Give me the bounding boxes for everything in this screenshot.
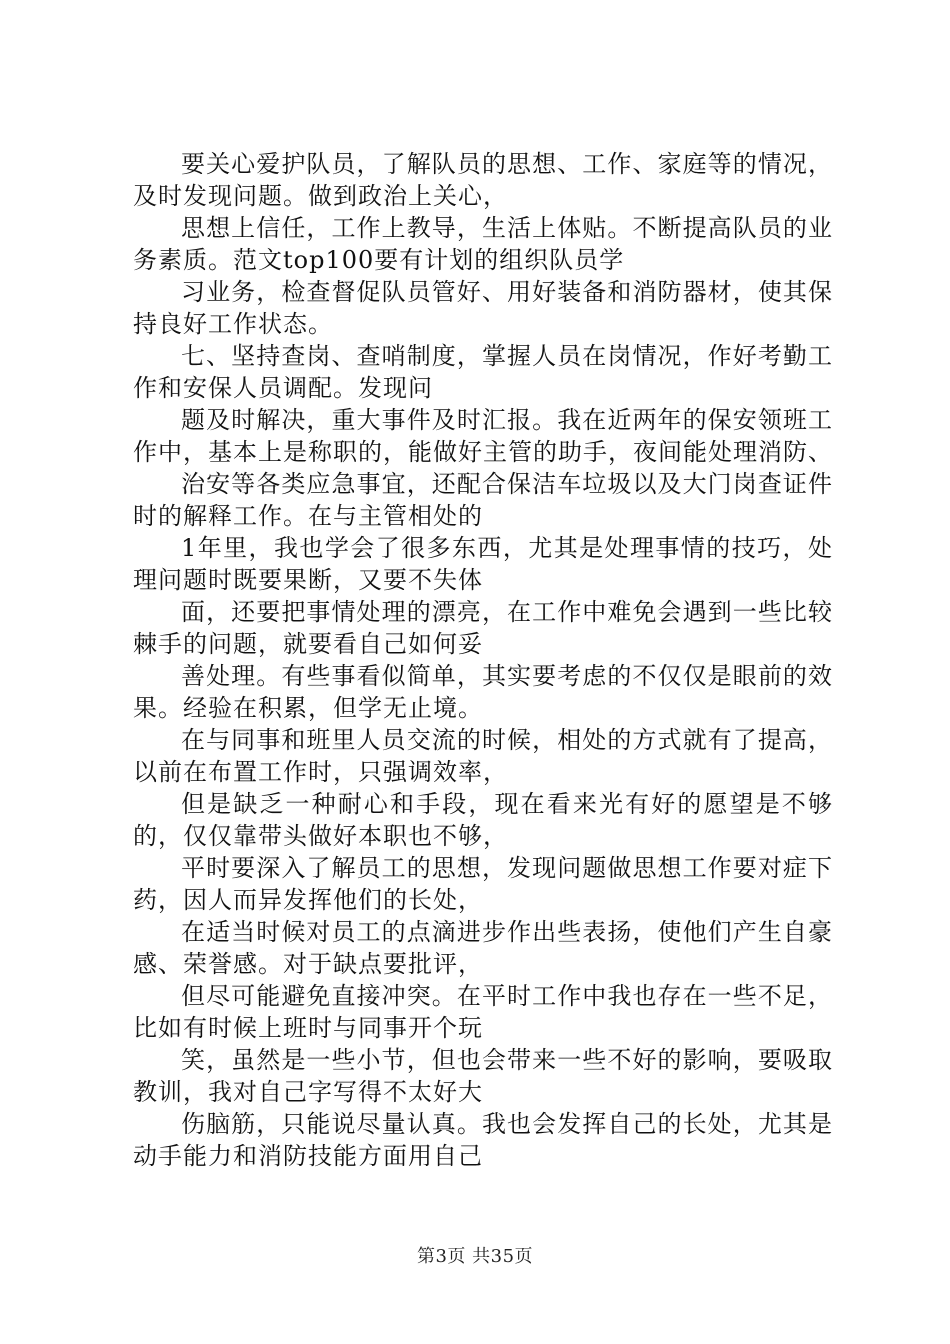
paragraph: 七、坚持查岗、查哨制度，掌握人员在岗情况，作好考勤工作和安保人员调配。发现问 [133,342,833,402]
paragraph: 治安等各类应急事宜，还配合保洁车垃圾以及大门岗查证件时的解释工作。在与主管相处的 [133,470,833,530]
paragraph: 1年里，我也学会了很多东西，尤其是处理事情的技巧，处理问题时既要果断，又要不失体 [133,534,833,594]
paragraph: 要关心爱护队员，了解队员的思想、工作、家庭等的情况，及时发现问题。做到政治上关心， [133,150,833,210]
paragraph: 在适当时候对员工的点滴进步作出些表扬，使他们产生自豪感、荣誉感。对于缺点要批评， [133,918,833,978]
paragraph: 面，还要把事情处理的漂亮，在工作中难免会遇到一些比较棘手的问题，就要看自己如何妥 [133,598,833,658]
paragraph: 善处理。有些事看似简单，其实要考虑的不仅仅是眼前的效果。经验在积累，但学无止境。 [133,662,833,722]
page-number-footer: 第3页 共35页 [416,1246,534,1267]
paragraph: 但是缺乏一种耐心和手段，现在看来光有好的愿望是不够的，仅仅靠带头做好本职也不够， [133,790,833,850]
paragraph: 但尽可能避免直接冲突。在平时工作中我也存在一些不足，比如有时候上班时与同事开个玩 [133,982,833,1042]
document-body [133,148,833,1172]
paragraph: 题及时解决，重大事件及时汇报。我在近两年的保安领班工作中，基本上是称职的，能做好主管的助手，夜间能处理消防、 [133,406,833,466]
paragraph: 伤脑筋，只能说尽量认真。我也会发挥自己的长处，尤其是动手能力和消防技能方面用自己 [133,1110,833,1170]
paragraph: 思想上信任，工作上教导，生活上体贴。不断提高队员的业务素质。范文top100要有计划的组织队员学 [133,214,833,274]
paragraph: 平时要深入了解员工的思想，发现问题做思想工作要对症下药，因人而异发挥他们的长处， [133,854,833,914]
paragraph: 笑，虽然是一些小节，但也会带来一些不好的影响，要吸取教训，我对自己字写得不太好大 [133,1046,833,1106]
paragraph: 在与同事和班里人员交流的时候，相处的方式就有了提高，以前在布置工作时，只强调效率， [133,726,833,786]
paragraph: 习业务，检查督促队员管好、用好装备和消防器材，使其保持良好工作状态。 [133,278,833,338]
